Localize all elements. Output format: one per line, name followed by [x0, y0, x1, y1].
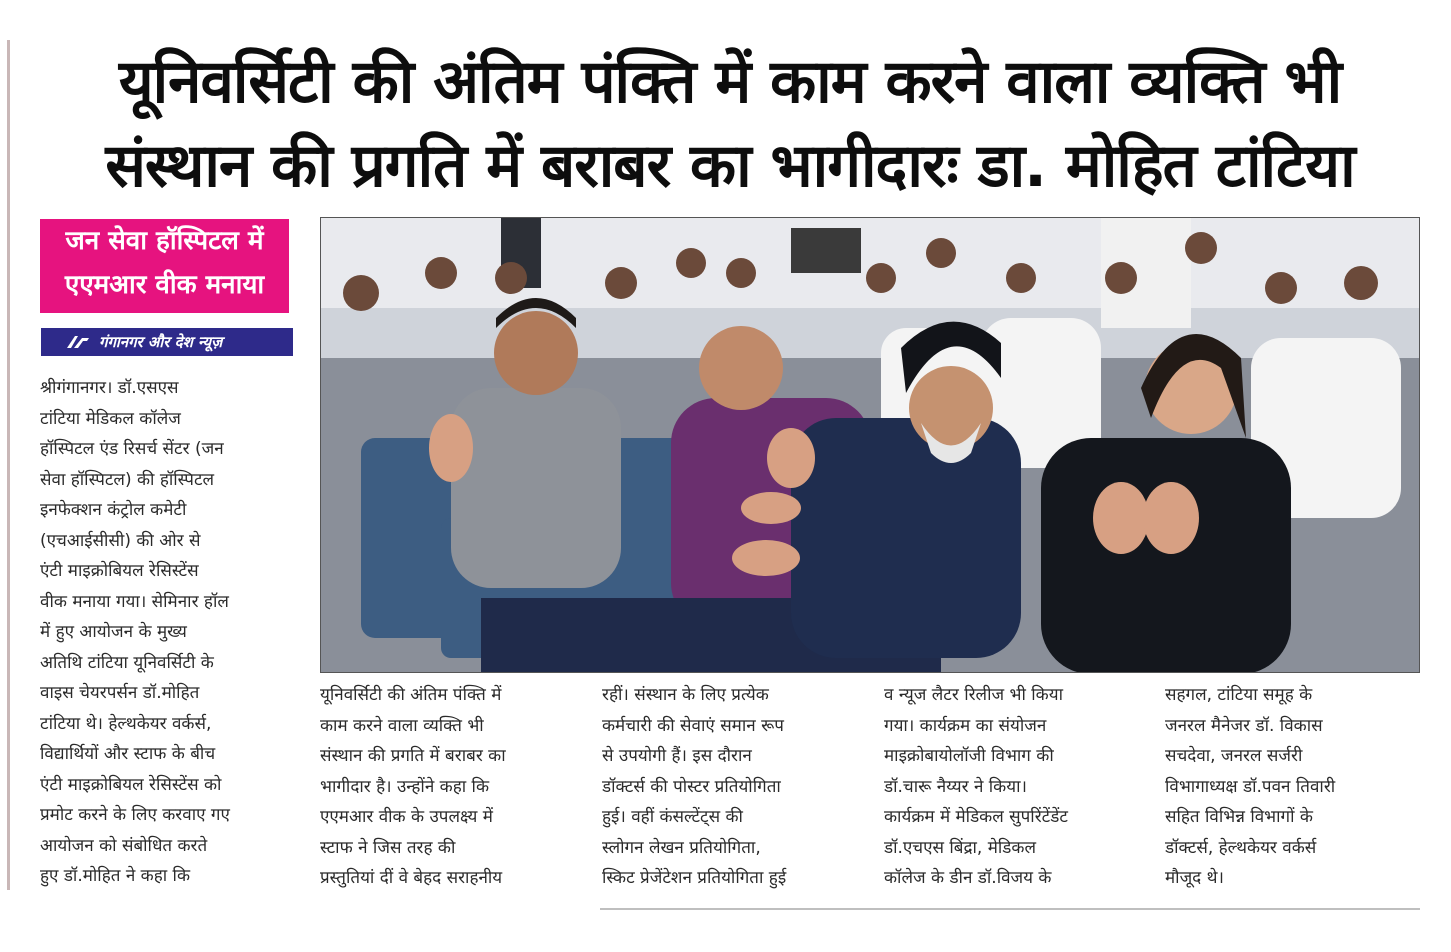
article-line: काम करने वाला व्यक्ति भी	[320, 715, 484, 736]
article-column-5	[1165, 680, 1423, 894]
article-line: श्रीगंगानगर। डॉ.एसएस	[40, 378, 179, 398]
article-line: स्किट प्रेजेंटेशन प्रतियोगिता हुई	[602, 868, 787, 888]
article-line: जनरल मैनेजर डॉ. विकास	[1165, 715, 1323, 736]
article-line: डॉ.चारू नैय्यर ने किया।	[884, 776, 1027, 797]
article-line: कार्यक्रम में मेडिकल सुपरिंटेंडेंट	[884, 807, 1068, 827]
article-line: सेवा हॉस्पिटल) की हॉस्पिटल	[40, 469, 215, 490]
article-line: एंटी माइक्रोबियल रेसिस्टेंस को	[40, 774, 222, 795]
headline-line-2: संस्थान की प्रगति में बराबर का भागीदारः डा. मोहित टांटिया	[105, 131, 1355, 201]
source-name: गंगानगर और देश न्यूज़	[99, 333, 223, 351]
kicker-box	[38, 217, 291, 315]
article-line: वीक मनाया गया। सेमिनार हॉल	[40, 591, 229, 612]
article-column-4	[884, 680, 1146, 894]
article-line: सचदेवा, जनरल सर्जरी	[1165, 746, 1303, 766]
article-line: विद्यार्थियों और स्टाफ के बीच	[40, 744, 216, 764]
article-line: से उपयोगी हैं। इस दौरान	[602, 746, 752, 766]
kicker-line-2: एएमआर वीक मनाया	[64, 270, 265, 300]
article-line: डॉक्टर्स की पोस्टर प्रतियोगिता	[602, 776, 781, 797]
article-line: एएमआर वीक के उपलक्ष्य में	[320, 807, 493, 827]
article-column-1	[40, 373, 298, 892]
headline-line-1: यूनिवर्सिटी की अंतिम पंक्ति में काम करने वाला व्यक्ति भी	[118, 47, 1342, 117]
newspaper-logo-icon	[65, 334, 91, 350]
article-line: गया। कार्यक्रम का संयोजन	[884, 715, 1047, 736]
article-line: इनफेक्शन कंट्रोल कमेटी	[40, 500, 187, 520]
article-line: में हुए आयोजन के मुख्य	[40, 622, 187, 642]
article-line: वाइस चेयरपर्सन डॉ.मोहित	[40, 683, 200, 703]
article-line: डॉक्टर्स, हेल्थकेयर वर्कर्स	[1165, 837, 1317, 858]
left-margin-rule	[7, 40, 10, 890]
article-line: विभागाध्यक्ष डॉ.पवन तिवारी	[1165, 776, 1336, 797]
article-line: टांटिया मेडिकल कॉलेज	[40, 408, 181, 429]
article-line: प्रस्तुतियां दीं वे बेहद सराहनीय	[320, 868, 503, 888]
article-line: अतिथि टांटिया यूनिवर्सिटी के	[40, 652, 214, 673]
article-column-2	[320, 680, 578, 894]
audience-photo-illustration	[321, 218, 1420, 673]
article-line: संस्थान की प्रगति में बराबर का	[320, 746, 506, 766]
article-line: कॉलेज के डीन डॉ.विजय के	[884, 868, 1052, 888]
article-line: कर्मचारी की सेवाएं समान रूप	[602, 715, 784, 736]
article-line: माइक्रोबायोलॉजी विभाग की	[884, 746, 1054, 766]
article-line: व न्यूज लैटर रिलीज भी किया	[884, 685, 1063, 705]
article-line: सहगल, टांटिया समूह के	[1165, 685, 1313, 705]
article-line: (एचआईसीसी) की ओर से	[40, 530, 201, 551]
article-line: स्लोगन लेखन प्रतियोगिता,	[602, 837, 761, 858]
article-column-3	[602, 680, 860, 894]
article-line: सहित विभिन्न विभागों के	[1165, 807, 1313, 827]
source-strip	[41, 328, 293, 356]
event-photo	[320, 217, 1420, 673]
article-line: मौजूद थे।	[1165, 868, 1224, 888]
article-line: आयोजन को संबोधित करते	[40, 835, 208, 856]
article-line: एंटी माइक्रोबियल रेसिस्टेंस	[40, 561, 199, 581]
article-line: भागीदार है। उन्होंने कहा कि	[320, 776, 490, 797]
bottom-rule	[600, 908, 1420, 910]
article-line: हुई। वहीं कंसल्टेंट्स की	[602, 807, 743, 827]
headline	[20, 40, 1440, 208]
article-line: प्रमोट करने के लिए करवाए गए	[40, 805, 230, 825]
article-line: यूनिवर्सिटी की अंतिम पंक्ति में	[320, 685, 502, 705]
article-line: स्टाफ ने जिस तरह की	[320, 837, 456, 858]
article-line: डॉ.एचएस बिंद्रा, मेडिकल	[884, 837, 1036, 858]
article-line: टांटिया थे। हेल्थकेयर वर्कर्स,	[40, 713, 212, 734]
kicker-line-1: जन सेवा हॉस्पिटल में	[65, 226, 264, 256]
article-line: रहीं। संस्थान के लिए प्रत्येक	[602, 685, 769, 705]
article-line: हॉस्पिटल एंड रिसर्च सेंटर (जन	[40, 439, 224, 459]
article-line: हुए डॉ.मोहित ने कहा कि	[40, 866, 191, 886]
